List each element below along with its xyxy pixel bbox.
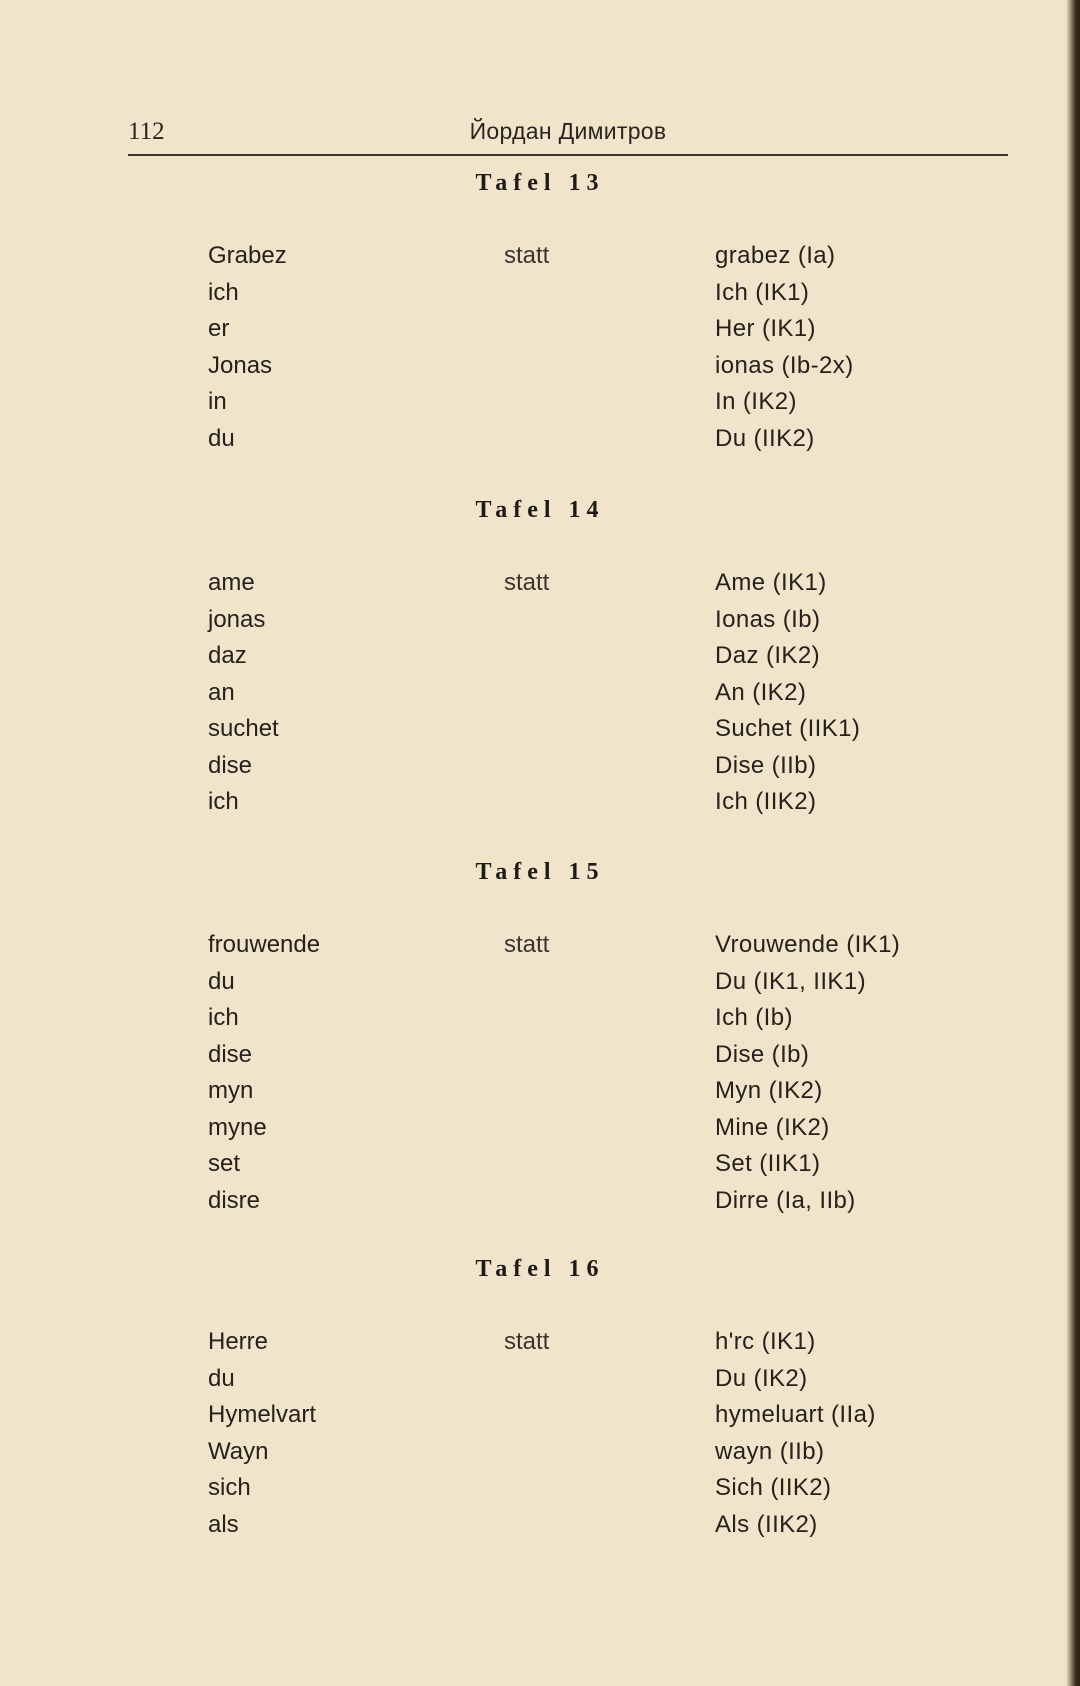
- source-cell: Her (IK1): [715, 315, 816, 342]
- table-row: [0, 315, 1080, 352]
- source-cell: Ich (Ib): [715, 1004, 793, 1031]
- source-cell: Myn (IK2): [715, 1077, 823, 1104]
- source-cell: Ich (IIK2): [715, 788, 817, 815]
- source-cell: Dirre (Ia, IIb): [715, 1186, 856, 1214]
- table-row: [0, 1004, 1080, 1041]
- table-row: [0, 715, 1080, 752]
- table-row: [0, 606, 1080, 643]
- tafel-rows: [0, 242, 1080, 461]
- table-row: [0, 1150, 1080, 1187]
- statt-cell: statt: [504, 569, 550, 596]
- word-cell: ich: [208, 278, 239, 306]
- word-cell: Jonas: [208, 351, 273, 379]
- table-row: [0, 1187, 1080, 1224]
- word-cell: Hymelvart: [208, 1401, 317, 1428]
- running-title: Йордан Димитров: [469, 118, 667, 144]
- word-cell: Wayn: [208, 1437, 269, 1465]
- word-cell: er: [208, 315, 230, 342]
- page-header: [128, 118, 1008, 156]
- tafel-heading: Tafel 16: [475, 1256, 605, 1282]
- table-row: [0, 1328, 1080, 1365]
- word-cell: Grabez: [208, 242, 287, 269]
- source-cell: ionas (Ib-2x): [715, 351, 854, 379]
- tafel-heading: Tafel 15: [475, 859, 605, 885]
- source-cell: hymeluart (IIa): [715, 1401, 876, 1428]
- table-row: [0, 1511, 1080, 1548]
- table-row: [0, 1401, 1080, 1438]
- source-cell: Set (IIK1): [715, 1150, 821, 1177]
- word-cell: du: [208, 967, 235, 995]
- source-cell: Sich (IIK2): [715, 1474, 832, 1501]
- table-row: [0, 388, 1080, 425]
- source-cell: An (IK2): [715, 678, 807, 706]
- source-cell: wayn (IIb): [715, 1437, 825, 1465]
- table-row: [0, 569, 1080, 606]
- source-cell: Du (IIK2): [715, 424, 815, 452]
- word-cell: suchet: [208, 715, 279, 742]
- word-cell: myn: [208, 1077, 254, 1104]
- table-row: [0, 242, 1080, 279]
- source-cell: Mine (IK2): [715, 1113, 830, 1141]
- source-cell: Als (IIK2): [715, 1510, 818, 1538]
- source-cell: In (IK2): [715, 388, 797, 415]
- word-cell: dise: [208, 1040, 253, 1068]
- statt-cell: statt: [504, 1328, 550, 1355]
- word-cell: sich: [208, 1474, 251, 1501]
- word-cell: jonas: [208, 605, 266, 633]
- table-row: [0, 1041, 1080, 1078]
- table-row: [0, 1114, 1080, 1151]
- source-cell: Du (IK1, IIK1): [715, 967, 866, 995]
- source-cell: Suchet (IIK1): [715, 715, 861, 742]
- word-cell: an: [208, 678, 235, 706]
- statt-cell: statt: [504, 931, 550, 958]
- word-cell: du: [208, 1364, 235, 1392]
- word-cell: myne: [208, 1113, 267, 1141]
- source-cell: Vrouwende (IK1): [715, 931, 901, 958]
- statt-cell: statt: [504, 242, 550, 269]
- table-row: [0, 968, 1080, 1005]
- word-cell: set: [208, 1150, 241, 1177]
- word-cell: daz: [208, 642, 247, 669]
- source-cell: h'rc (IK1): [715, 1328, 816, 1355]
- word-cell: du: [208, 424, 235, 452]
- table-row: [0, 425, 1080, 462]
- word-cell: ich: [208, 788, 239, 815]
- tafel-rows: [0, 569, 1080, 825]
- table-row: [0, 679, 1080, 716]
- table-row: [0, 1077, 1080, 1114]
- table-row: [0, 752, 1080, 789]
- tafel-heading: Tafel 13: [475, 170, 605, 196]
- source-cell: Dise (Ib): [715, 1040, 810, 1068]
- word-cell: ame: [208, 569, 255, 596]
- table-row: [0, 1438, 1080, 1475]
- source-cell: Ich (IK1): [715, 278, 810, 306]
- source-cell: Daz (IK2): [715, 642, 820, 669]
- table-row: [0, 352, 1080, 389]
- word-cell: als: [208, 1510, 239, 1538]
- table-row: [0, 1365, 1080, 1402]
- word-cell: Herre: [208, 1328, 269, 1355]
- word-cell: disre: [208, 1186, 261, 1214]
- source-cell: Ionas (Ib): [715, 605, 821, 633]
- source-cell: Du (IK2): [715, 1364, 808, 1392]
- table-row: [0, 642, 1080, 679]
- word-cell: dise: [208, 751, 253, 779]
- table-row: [0, 788, 1080, 825]
- source-cell: grabez (Ia): [715, 242, 836, 269]
- tafel-heading: Tafel 14: [475, 497, 605, 523]
- tafel-rows: [0, 931, 1080, 1223]
- word-cell: in: [208, 388, 227, 415]
- tafel-rows: [0, 1328, 1080, 1547]
- source-cell: Ame (IK1): [715, 569, 827, 596]
- table-row: [0, 279, 1080, 316]
- word-cell: ich: [208, 1004, 239, 1031]
- page-number: 112: [128, 118, 165, 145]
- source-cell: Dise (IIb): [715, 751, 817, 779]
- table-row: [0, 1474, 1080, 1511]
- table-row: [0, 931, 1080, 968]
- word-cell: frouwende: [208, 931, 321, 958]
